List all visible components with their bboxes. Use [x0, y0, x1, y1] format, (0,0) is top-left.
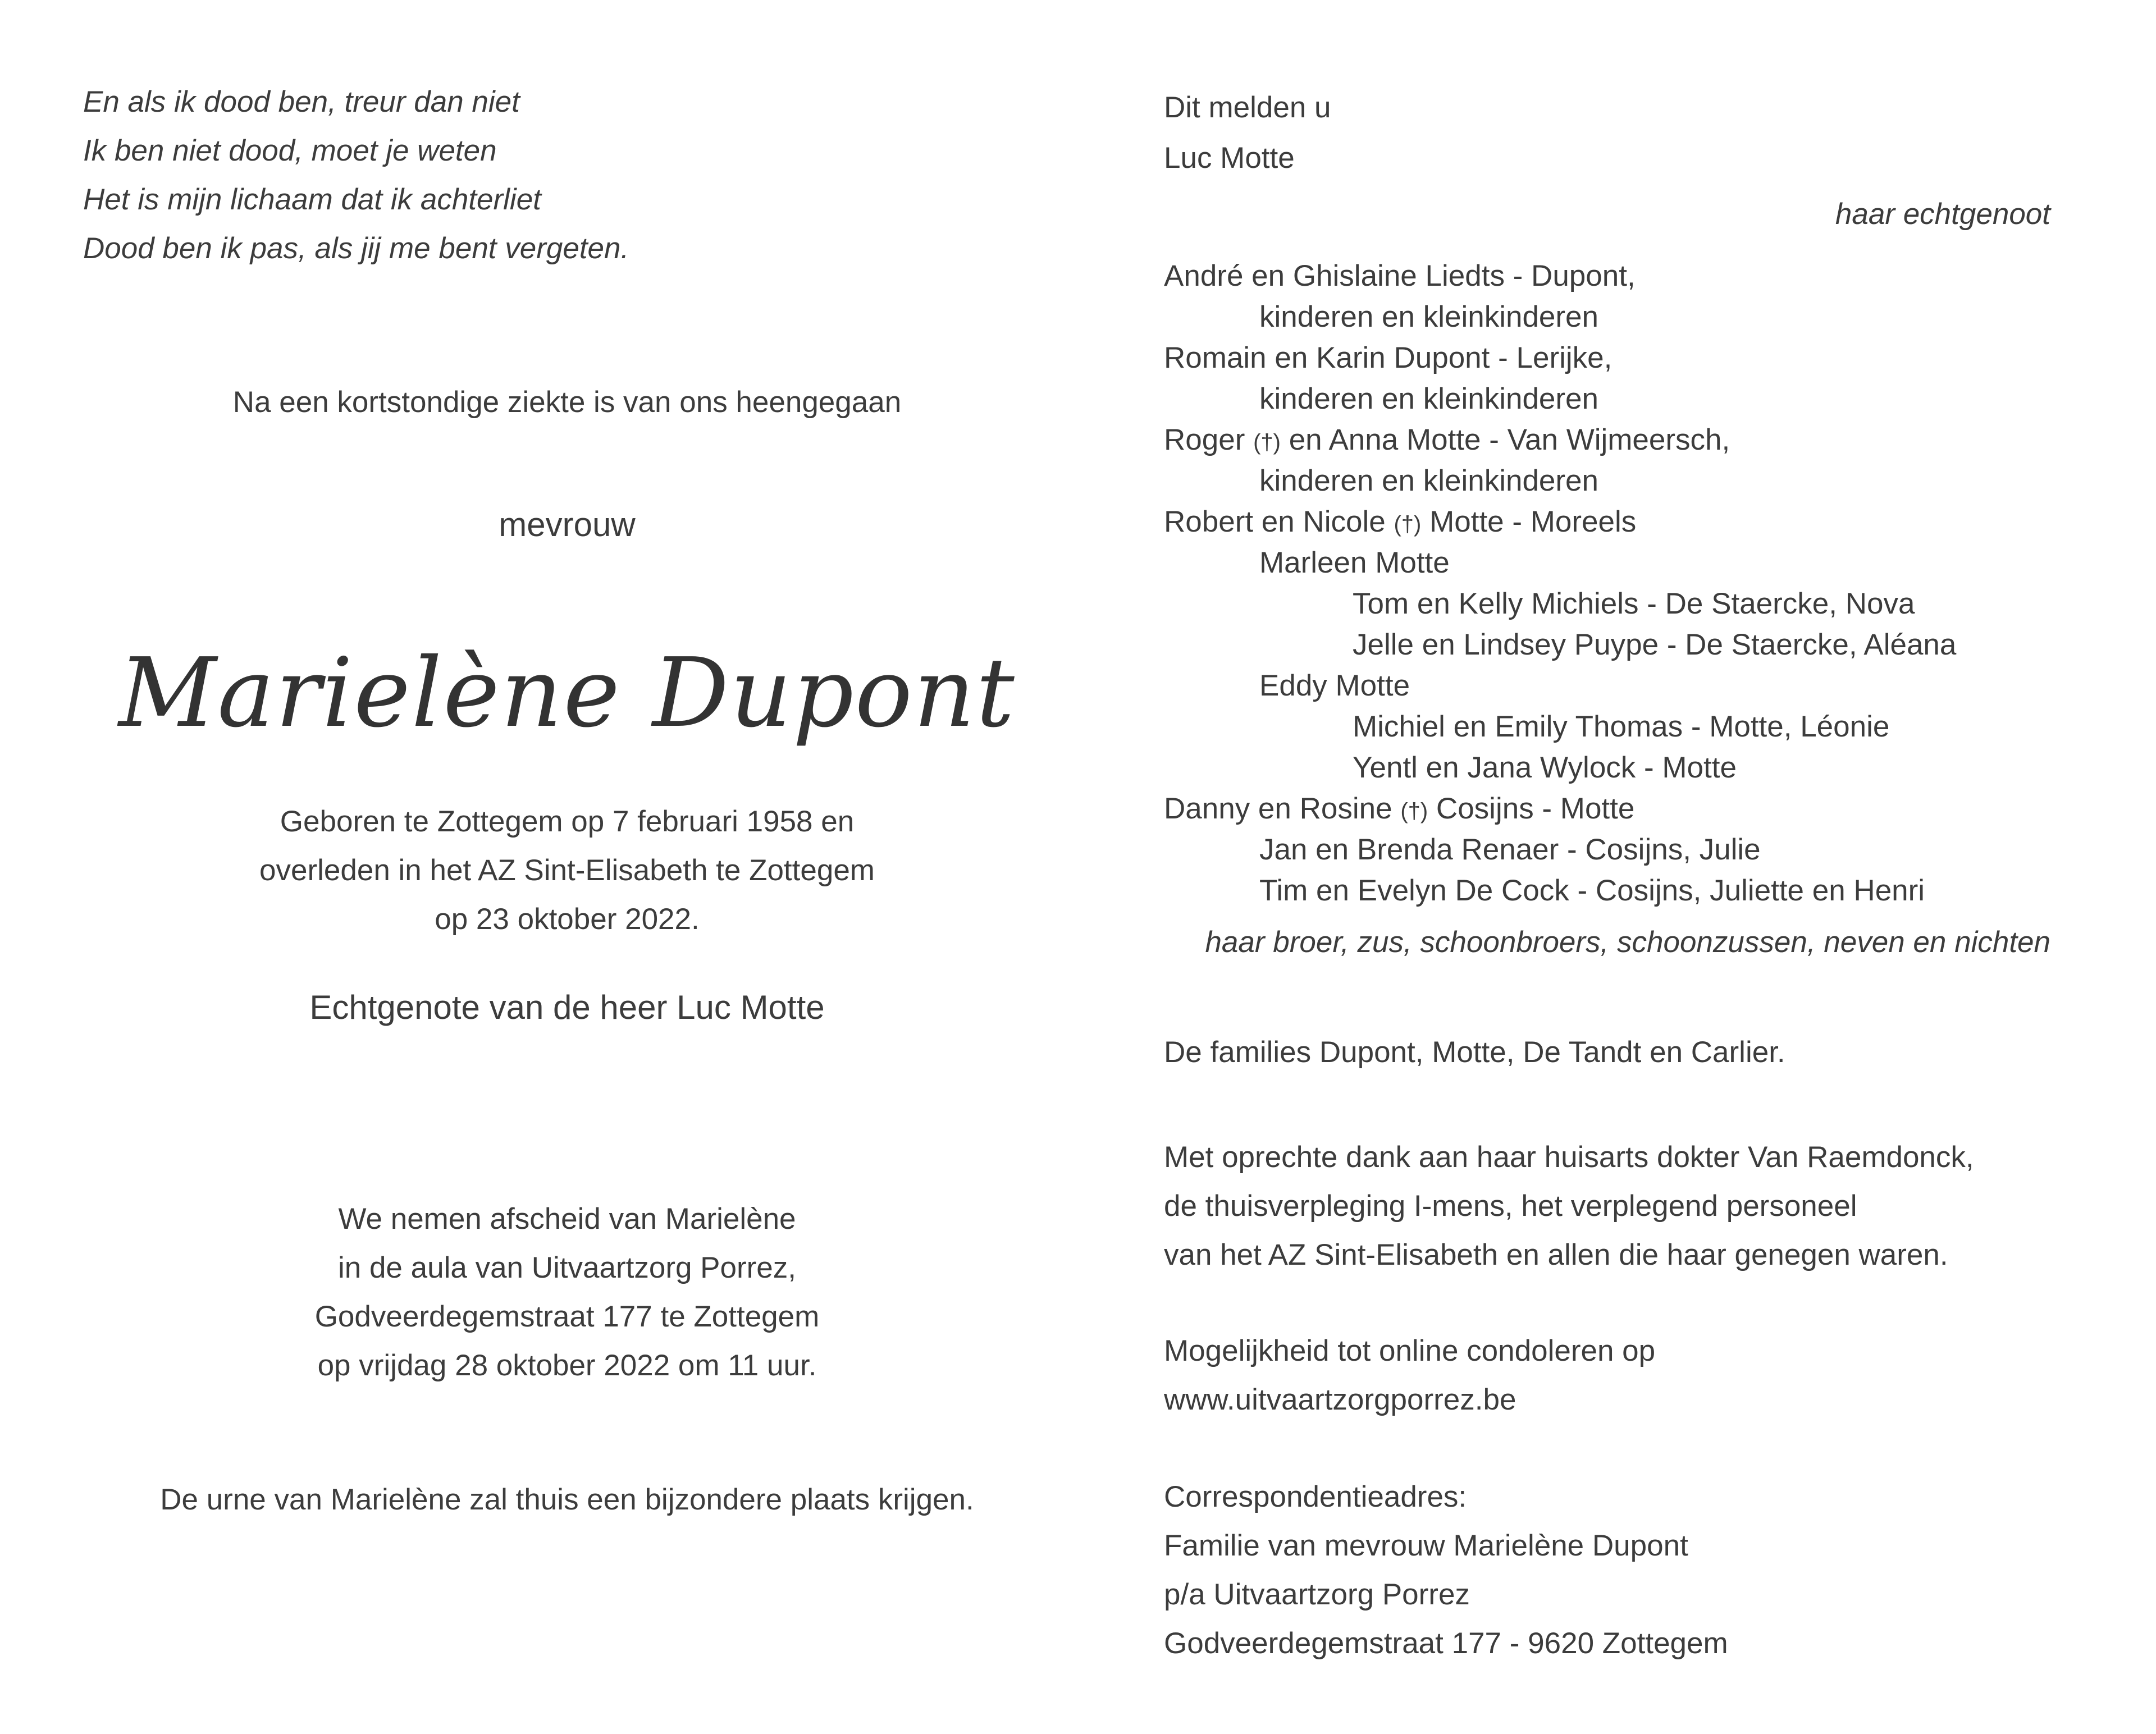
address-line: p/a Uitvaartzorg Porrez	[1164, 1578, 1470, 1611]
birth-death-info	[0, 807, 1134, 953]
intro-text: Na een kortstondige ziekte is van ons heengegaan	[232, 386, 902, 419]
family-member-line: Yentl en Jana Wylock - Motte	[1353, 751, 1737, 784]
correspondence-address	[1164, 1482, 1728, 1677]
farewell-info	[0, 1204, 1134, 1399]
address-line: Godveerdegemstraat 177 - 9620 Zottegem	[1164, 1627, 1728, 1660]
family-member-name: Cosijns - Motte	[1428, 792, 1635, 825]
farewell-line: op vrijdag 28 oktober 2022 om 11 uur.	[317, 1349, 817, 1382]
family-member-line	[1164, 425, 1956, 466]
urn-line: De urne van Marielène zal thuis een bijzondere plaats krijgen.	[160, 1483, 974, 1516]
family-member-line: kinderen en kleinkinderen	[1259, 300, 1599, 333]
family-member-name: Robert en Nicole	[1164, 505, 1394, 538]
birth-death-line: overleden in het AZ Sint-Elisabeth te Zottegem	[259, 854, 875, 887]
family-member-line: Tim en Evelyn De Cock - Cosijns, Juliette en Henri	[1259, 874, 1925, 907]
farewell-line: Godveerdegemstraat 177 te Zottegem	[314, 1300, 820, 1333]
family-role: haar broer, zus, schoonbroers, schoonzussen, neven en nichten	[1205, 926, 2050, 959]
family-member-line: kinderen en kleinkinderen	[1259, 382, 1599, 415]
family-member-line: Tom en Kelly Michiels - De Staercke, Nova	[1353, 587, 1915, 620]
family-list	[1164, 261, 1956, 917]
family-member-name: en Anna Motte - Van Wijmeersch,	[1280, 423, 1730, 456]
address-heading: Correspondentieadres:	[1164, 1480, 1467, 1513]
farewell-line: in de aula van Uitvaartzorg Porrez,	[337, 1251, 796, 1284]
online-condolence-text: Mogelijkheid tot online condoleren op	[1164, 1334, 1656, 1367]
deceased-dagger-mark: (†)	[1394, 512, 1422, 537]
family-member-line	[1164, 794, 1956, 835]
family-member-name: Motte - Moreels	[1421, 505, 1637, 538]
family-member-line: kinderen en kleinkinderen	[1259, 464, 1599, 497]
poem	[83, 87, 629, 282]
family-member-line: Jelle en Lindsey Puype - De Staercke, Aléana	[1353, 628, 1957, 661]
family-member-name: Roger	[1164, 423, 1254, 456]
family-member-line	[1164, 507, 1956, 548]
family-member-line: Michiel en Emily Thomas - Motte, Léonie	[1353, 710, 1890, 743]
poem-line: En als ik dood ben, treur dan niet	[83, 85, 520, 118]
announcer-name: Luc Motte	[1164, 141, 1295, 175]
spouse-line: Echtgenote van de heer Luc Motte	[309, 989, 825, 1026]
family-member-name: Danny en Rosine	[1164, 792, 1401, 825]
condolence-website: www.uitvaartzorgporrez.be	[1164, 1383, 1516, 1416]
address-line: Familie van mevrouw Marielène Dupont	[1164, 1529, 1688, 1562]
thanks-line: Met oprechte dank aan haar huisarts dokter Van Raemdonck,	[1164, 1141, 1974, 1174]
birth-death-line: op 23 oktober 2022.	[435, 903, 700, 936]
deceased-dagger-mark: (†)	[1400, 799, 1428, 823]
family-member-line: Romain en Karin Dupont - Lerijke,	[1164, 341, 1613, 374]
title-prefix: mevrouw	[499, 506, 636, 543]
families-line: De families Dupont, Motte, De Tandt en Carlier.	[1164, 1036, 1785, 1069]
deceased-name: Marielène Dupont	[118, 638, 1016, 749]
thanks-line: de thuisverpleging I-mens, het verplegend personeel	[1164, 1189, 1857, 1223]
farewell-line: We nemen afscheid van Marielène	[338, 1202, 796, 1236]
deceased-dagger-mark: (†)	[1253, 430, 1281, 455]
poem-line: Ik ben niet dood, moet je weten	[83, 134, 497, 167]
family-member-line: Marleen Motte	[1259, 546, 1450, 579]
thanks-line: van het AZ Sint-Elisabeth en allen die haar genegen waren.	[1164, 1238, 1948, 1271]
family-member-line: Jan en Brenda Renaer - Cosijns, Julie	[1259, 833, 1761, 866]
poem-line: Het is mijn lichaam dat ik achterliet	[83, 183, 541, 216]
birth-death-line: Geboren te Zottegem op 7 februari 1958 en	[280, 805, 855, 838]
online-condolence	[1164, 1336, 1655, 1434]
announcer-role: haar echtgenoot	[1835, 198, 2050, 231]
family-member-line: André en Ghislaine Liedts - Dupont,	[1164, 259, 1636, 292]
poem-line: Dood ben ik pas, als jij me bent vergeten.	[83, 232, 629, 265]
family-member-line: Eddy Motte	[1259, 669, 1410, 702]
thanks-text	[1164, 1142, 1974, 1289]
announce-intro: Dit melden u	[1164, 91, 1331, 124]
